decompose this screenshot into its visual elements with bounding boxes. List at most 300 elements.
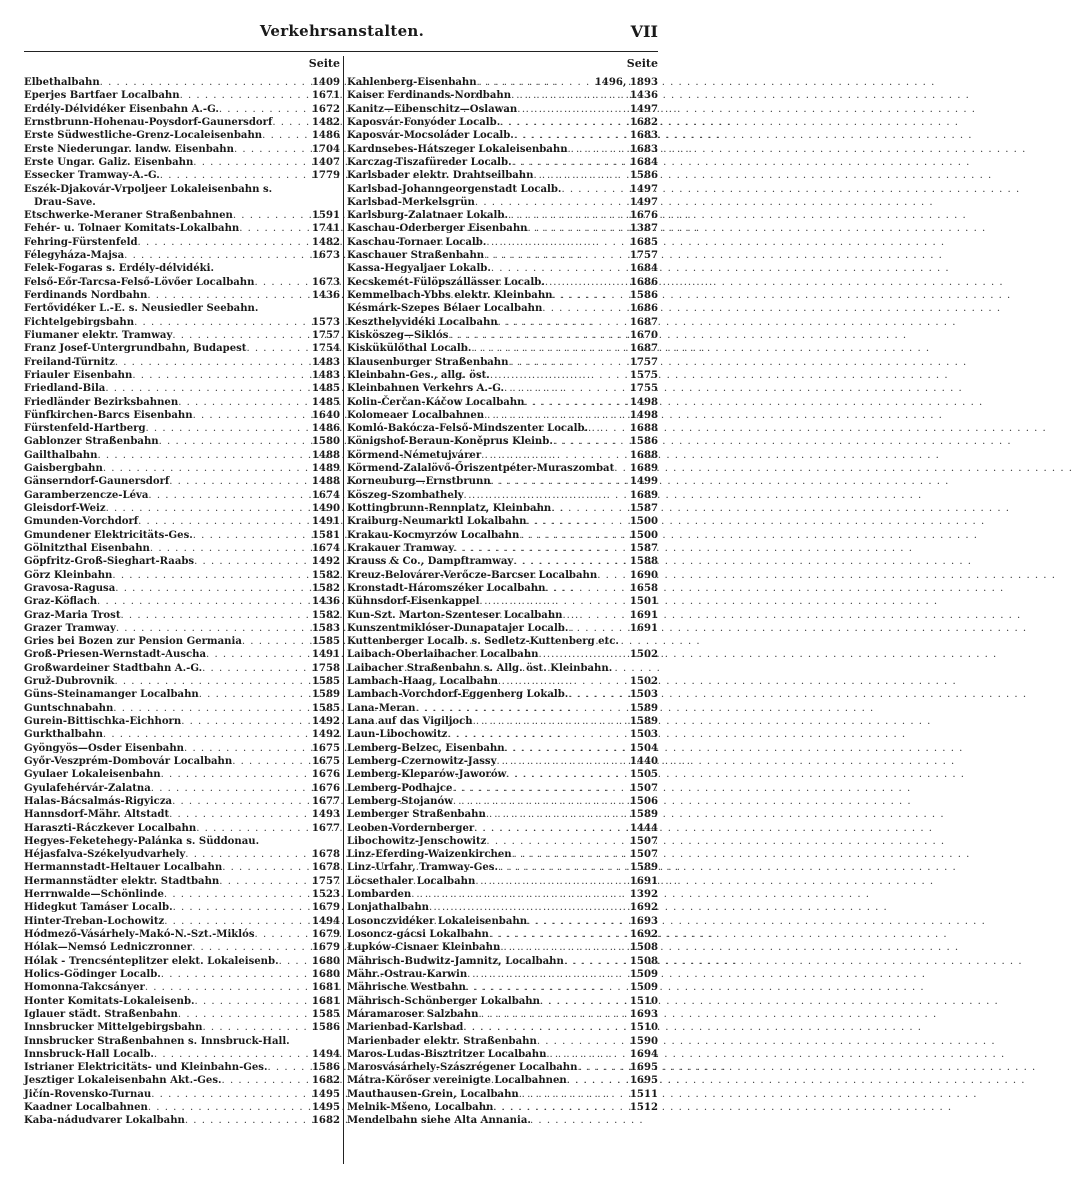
leader-dots <box>561 183 626 196</box>
leader-dots <box>484 249 627 262</box>
leader-dots <box>172 329 309 342</box>
entry-name: Kronstadt-Háromszéker Localbahn <box>347 582 546 594</box>
index-entry <box>24 1008 340 1021</box>
entry-page-number: 1491 <box>311 649 340 661</box>
leader-dots <box>195 995 309 1008</box>
index-entry <box>24 156 340 169</box>
leader-dots <box>254 276 308 289</box>
index-entry <box>347 688 658 701</box>
entry-page-number: 1491 <box>311 516 340 528</box>
entry-page-number: 1589 <box>629 716 658 727</box>
entry-page-number: 1409 <box>311 77 340 88</box>
entry-name: Gyulaer Lokaleisenbahn <box>24 769 161 781</box>
index-entry <box>24 129 340 142</box>
leader-dots <box>447 728 627 741</box>
index-entry <box>347 595 658 608</box>
leader-dots <box>154 1048 309 1061</box>
entry-page-number: 1640 <box>311 409 340 421</box>
entry-page-number: 1587 <box>629 503 658 514</box>
leader-dots <box>513 555 627 568</box>
leader-dots <box>505 742 627 755</box>
index-entry <box>24 249 340 262</box>
left-column-heading: Seite <box>308 57 340 70</box>
entry-page-number: 1590 <box>629 1035 658 1047</box>
entry-name: Felek-Fogaras s. Erdély-délvidéki. <box>24 263 214 275</box>
index-entry <box>347 648 658 661</box>
index-entry <box>347 449 658 462</box>
leader-dots <box>484 409 627 422</box>
leader-dots <box>132 369 309 382</box>
leader-dots <box>151 782 309 795</box>
index-entry <box>24 582 340 595</box>
leader-dots <box>486 808 627 821</box>
leader-dots <box>105 382 309 395</box>
index-entry <box>347 1048 658 1061</box>
index-entry <box>24 688 340 701</box>
index-entry <box>347 675 658 688</box>
leader-dots <box>542 302 627 315</box>
entry-page-number: 1482 <box>311 236 340 248</box>
entry-page-number: 1588 <box>629 556 658 568</box>
entry-name: Gravosa-Ragusa <box>24 582 116 594</box>
index-entry <box>24 422 340 435</box>
entry-name: Mährische Westbahn <box>347 982 466 994</box>
leader-dots <box>147 289 309 302</box>
leader-dots <box>202 1021 308 1034</box>
index-entry <box>347 782 658 795</box>
entry-name: Gyöngyös—Osder Eisenbahn <box>24 742 185 754</box>
index-entry <box>24 888 340 901</box>
leader-dots <box>452 782 626 795</box>
index-entry <box>347 89 658 102</box>
leader-dots <box>498 316 627 329</box>
index-entry <box>24 289 340 302</box>
leader-dots <box>463 1021 627 1034</box>
entry-name: Kraiburg-Neumarktl Lokalbahn <box>347 516 527 528</box>
index-entry <box>347 728 658 741</box>
leader-dots <box>106 502 309 515</box>
entry-name: Lambach-Vorchdorf-Eggenberg Lokalb. <box>347 689 569 701</box>
entry-page-number: 1501 <box>629 596 658 608</box>
index-entry <box>347 302 658 315</box>
index-entry <box>24 475 340 488</box>
index-entry <box>24 941 340 954</box>
entry-page-number: 1677 <box>311 795 340 807</box>
entry-page-number: 1680 <box>311 968 340 980</box>
index-entry <box>24 236 340 249</box>
index-entry <box>24 755 340 768</box>
entry-name: Fehér- u. Tolnaer Komitats-Lokalbahn <box>24 223 240 235</box>
leader-dots <box>246 342 308 355</box>
leader-dots <box>551 502 627 515</box>
entry-page-number: 1757 <box>629 250 658 262</box>
entry-name: Großwardeiner Stadtbahn A.-G. <box>24 662 203 674</box>
index-entry <box>24 262 340 275</box>
entry-page-number: 1497 <box>629 196 658 208</box>
leader-dots <box>504 382 627 395</box>
leader-dots <box>498 675 627 688</box>
entry-name: Fünfkirchen-Barcs Eisenbahn <box>24 409 193 421</box>
index-entry <box>24 768 340 781</box>
entry-page-number: 1494 <box>311 1048 340 1060</box>
index-entry <box>347 609 658 622</box>
entry-page-number: 1687 <box>629 316 658 328</box>
entry-page-number: 1585 <box>311 676 340 688</box>
entry-name: Hidegkut Tamáser Localb. <box>24 902 173 914</box>
leader-dots <box>568 143 627 156</box>
entry-page-number: 1691 <box>629 875 658 887</box>
leader-dots <box>222 1074 309 1087</box>
leader-dots <box>222 861 309 874</box>
entry-page-number: 1483 <box>311 369 340 381</box>
entry-page-number: 1506 <box>629 795 658 807</box>
entry-name: Gleisdorf-Weiz <box>24 503 106 514</box>
leader-dots <box>533 169 626 182</box>
index-entry <box>24 76 340 89</box>
leader-dots <box>489 928 627 941</box>
leader-dots <box>577 1061 626 1074</box>
index-entry <box>347 289 658 302</box>
entry-name: Fehring-Fürstenfeld <box>24 236 138 248</box>
entry-page-number: 1658 <box>629 582 658 594</box>
index-entry <box>347 129 658 142</box>
leader-dots <box>506 768 627 781</box>
entry-page-number: 1693 <box>629 915 658 927</box>
entry-page-number: 1512 <box>629 1102 658 1114</box>
entry-name: Kaadner Localbahnen <box>24 1102 148 1114</box>
leader-dots <box>206 648 309 661</box>
entry-name: Kahlenberg-Eisenbahn <box>347 77 477 88</box>
leader-dots <box>546 1048 626 1061</box>
entry-name: Mährisch-Budwitz-Jamnitz, Localbahn <box>347 955 564 967</box>
entry-name: Graz-Köflach <box>24 596 98 608</box>
entry-name: Lombarden <box>347 889 412 901</box>
leader-dots <box>219 875 309 888</box>
leader-dots <box>164 915 309 928</box>
entry-name: Kiskükülőthal Localb. <box>347 343 472 355</box>
entry-name: Maros-Ludas-Bisztritzer Localbahn <box>347 1048 547 1060</box>
leader-dots <box>173 901 309 914</box>
leader-dots <box>411 888 627 901</box>
index-entry <box>347 489 658 502</box>
leader-dots <box>114 675 308 688</box>
entry-page-number: 1583 <box>311 622 340 634</box>
index-entry <box>24 382 340 395</box>
entry-page-number: 1682 <box>311 1075 340 1087</box>
leader-dots <box>588 422 627 435</box>
leader-dots <box>185 1114 309 1127</box>
entry-page-number: 1758 <box>311 662 340 674</box>
index-entry <box>347 875 658 888</box>
leader-dots <box>466 981 627 994</box>
entry-name: Keszthelyvidéki Localbahn <box>347 316 498 328</box>
leader-dots <box>508 209 627 222</box>
entry-name: Kisköszeg—Siklós <box>347 329 449 341</box>
index-entry <box>347 888 658 901</box>
entry-name: Máramaroser Salzbahn <box>347 1008 479 1020</box>
index-entry <box>24 435 340 448</box>
entry-page-number: 1677 <box>311 822 340 834</box>
entry-page-number: 1510 <box>629 995 658 1007</box>
entry-name: Innsbrucker Straßenbahnen s. Innsbruck-Hall. <box>24 1035 290 1047</box>
index-entry <box>347 209 658 222</box>
entry-page-number: 1684 <box>629 263 658 275</box>
entry-name: Istrianer Elektricitäts- und Kleinbahn-Ges. <box>24 1062 268 1074</box>
leader-dots <box>178 1008 309 1021</box>
entry-name: Kuttenberger Localb. s. Sedletz-Kuttenberg etc. <box>347 636 619 648</box>
entry-page-number: 1490 <box>311 503 340 514</box>
entry-name: Kanitz—Eibenschitz—Oslawan <box>347 103 518 115</box>
entry-page-number: 1493 <box>311 809 340 821</box>
entry-page-number: 1695 <box>629 1062 658 1074</box>
entry-page-number: 1779 <box>311 170 340 182</box>
index-entry <box>347 475 658 488</box>
index-entry <box>24 715 340 728</box>
entry-name: Krauss & Co., Dampftramway <box>347 556 514 568</box>
index-entry <box>347 955 658 968</box>
entry-page-number: 1692 <box>629 929 658 940</box>
entry-name: Lana-Meran <box>347 702 416 714</box>
index-entry <box>347 662 658 675</box>
entry-name: Félegyháza-Majsa <box>24 250 125 262</box>
index-entry <box>24 808 340 821</box>
index-entry <box>24 569 340 582</box>
leader-dots <box>464 489 627 502</box>
entry-name: Lemberger Straßenbahn <box>347 809 486 821</box>
entry-name: Kaschau-Tornaer Localb. <box>347 236 487 248</box>
leader-dots <box>496 755 626 768</box>
leader-dots <box>97 595 309 608</box>
entry-page-number: 1681 <box>311 982 340 994</box>
index-entry <box>347 861 658 874</box>
leader-dots <box>564 955 627 968</box>
index-entry <box>347 755 658 768</box>
entry-name: Łupków-Cisnaer Kleinbahn <box>347 942 501 954</box>
leader-dots <box>517 103 627 116</box>
entry-page-number: 1483 <box>311 356 340 368</box>
entry-name: Mauthausen-Grein, Localbahn <box>347 1088 519 1100</box>
entry-name: Erste Südwestliche-Grenz-Localeisenbahn <box>24 130 263 142</box>
entry-page-number: 1676 <box>311 769 340 781</box>
entry-name: Innsbruck-Hall Localb. <box>24 1048 154 1060</box>
entry-page-number: 1575 <box>629 369 658 381</box>
leader-dots <box>539 648 627 661</box>
index-entry <box>347 409 658 422</box>
entry-page-number: 1682 <box>311 1115 340 1127</box>
index-entry <box>347 1114 658 1127</box>
entry-name: Haraszti-Ráczkever Localbahn <box>24 822 197 834</box>
index-entry <box>24 169 340 182</box>
entry-page-number: 1695 <box>629 1075 658 1087</box>
index-entry <box>347 555 658 568</box>
leader-dots <box>150 542 309 555</box>
entry-page-number: 1678 <box>311 849 340 861</box>
index-entry <box>24 369 340 382</box>
index-entry <box>347 76 658 89</box>
entry-name: Gailthalbahn <box>24 449 98 461</box>
index-entry <box>24 861 340 874</box>
entry-page-number: 1489 <box>311 463 340 475</box>
index-entry <box>24 316 340 329</box>
entry-page-number: 1689 <box>629 463 658 475</box>
entry-name: Kühnsdorf-Eisenkappel <box>347 596 480 608</box>
entry-name: Kaposvár-Mocsoláder Localb. <box>347 130 514 142</box>
index-entry <box>24 835 340 848</box>
entry-page-number: 1492 <box>311 556 340 568</box>
leader-dots <box>113 702 309 715</box>
entry-name: Karlsbad-Johanngeorgenstadt Localb. <box>347 183 562 195</box>
index-entry <box>24 302 340 315</box>
entry-page-number: 1686 <box>629 276 658 288</box>
entry-page-number: 1679 <box>311 942 340 954</box>
leader-dots <box>148 489 309 502</box>
entry-page-number: 1499 <box>629 476 658 488</box>
leader-dots <box>199 688 309 701</box>
index-entry <box>347 222 658 235</box>
entry-name: Lemberg-Kleparów-Jaworów <box>347 769 507 781</box>
leader-dots <box>519 529 627 542</box>
entry-page-number: 1503 <box>629 689 658 701</box>
entry-name: Gmundener Elektricitäts-Ges. <box>24 529 193 541</box>
entry-name: Erdély-Délvidéker Eisenbahn A.-G. <box>24 103 219 115</box>
index-entry <box>347 622 658 635</box>
index-entry <box>24 915 340 928</box>
entry-page-number: 1676 <box>629 210 658 222</box>
entry-name: Erste Niederungar. landw. Eisenbahn <box>24 143 234 155</box>
leader-dots <box>519 1088 627 1101</box>
index-entry <box>347 542 658 555</box>
index-entry <box>24 1101 340 1114</box>
entry-page-number: 1500 <box>629 529 658 541</box>
leader-dots <box>138 236 309 249</box>
index-entry <box>24 822 340 835</box>
entry-page-number: 1586 <box>629 290 658 301</box>
leader-dots <box>169 808 309 821</box>
entry-name: Ernstbrunn-Hohenau-Poysdorf-Gaunersdorf <box>24 116 273 128</box>
leader-dots <box>268 1061 309 1074</box>
entry-page-number: 1488 <box>311 476 340 488</box>
entry-name: Jičín-Rovensko-Turnau <box>24 1088 152 1100</box>
index-entry <box>347 768 658 781</box>
entry-name: Kaschau-Oderberger Eisenbahn <box>347 223 528 235</box>
index-entry <box>347 422 658 435</box>
leader-dots <box>473 715 627 728</box>
entry-page-number: 1741 <box>311 223 340 235</box>
entry-page-number: 1589 <box>629 809 658 821</box>
entry-name: Krakauer Tramway <box>347 542 455 554</box>
entry-name: Honter Komitats-Lokaleisenb. <box>24 995 195 1007</box>
leader-dots <box>545 582 626 595</box>
entry-name: Göpfritz-Groß-Sieghart-Raabs <box>24 556 195 568</box>
index-entry <box>347 981 658 994</box>
entry-page-number: 1585 <box>311 702 340 714</box>
entry-page-number: 1690 <box>629 569 658 581</box>
index-entry <box>347 236 658 249</box>
index-entry <box>347 1008 658 1021</box>
entry-page-number: 1674 <box>311 489 340 501</box>
entry-name: Marienbad-Karlsbad <box>347 1022 464 1034</box>
leader-dots <box>112 569 309 582</box>
index-entry <box>347 116 658 129</box>
leader-dots <box>526 515 626 528</box>
leader-dots <box>255 928 309 941</box>
leader-dots <box>161 968 309 981</box>
index-entry <box>347 1035 658 1048</box>
entry-name: Hannsdorf-Mähr. Altstadt <box>24 809 170 821</box>
index-entry <box>24 728 340 741</box>
index-entry <box>347 569 658 582</box>
entry-page-number: 1507 <box>629 835 658 847</box>
entry-name: Kolin-Čerčan-Káčow Localbahn <box>347 396 525 408</box>
index-entry <box>347 249 658 262</box>
entry-page-number: 1589 <box>629 862 658 874</box>
index-entry <box>24 449 340 462</box>
entry-page-number: 1482 <box>311 116 340 128</box>
entry-name: Gaisbergbahn <box>24 463 103 475</box>
entry-page-number: 1591 <box>311 210 340 222</box>
entry-page-number: 1436 <box>311 596 340 608</box>
entry-name: Gruž-Dubrovnik <box>24 676 115 688</box>
entry-name: Gänserndorf-Gaunersdorf <box>24 476 170 488</box>
entry-name: Linz-Eferding-Waizenkirchen <box>347 849 512 861</box>
entry-page-number: 1704 <box>311 143 340 155</box>
index-entry <box>24 555 340 568</box>
leader-dots <box>178 396 309 409</box>
entry-page-number: 1589 <box>311 689 340 701</box>
index-entry <box>24 702 340 715</box>
leader-dots <box>527 915 627 928</box>
entry-page-number: 1495 <box>311 1088 340 1100</box>
leader-dots <box>491 262 627 275</box>
leader-dots <box>416 702 627 715</box>
entry-name: Fiumaner elektr. Tramway <box>24 329 173 341</box>
index-entry <box>347 808 658 821</box>
leader-dots <box>498 861 627 874</box>
entry-name: Gries bei Bozen zur Pension Germania <box>24 636 242 648</box>
entry-page-number: 1486 <box>311 423 340 435</box>
index-entry <box>347 995 658 1008</box>
index-entry <box>24 515 340 528</box>
index-entry <box>24 875 340 888</box>
leader-dots <box>500 941 627 954</box>
leader-dots <box>477 76 592 89</box>
leader-dots <box>184 742 309 755</box>
entry-name: Kaposvár-Fonyóder Localb. <box>347 116 501 128</box>
leader-dots <box>508 356 626 369</box>
entry-name: Lambach-Haag, Localbahn <box>347 676 498 688</box>
index-entry <box>24 542 340 555</box>
entry-page-number: 1504 <box>629 742 658 754</box>
index-entry <box>24 89 340 102</box>
entry-name: Jesztiger Lokaleisenbahn Akt.-Ges. <box>24 1075 222 1087</box>
index-entry <box>347 941 658 954</box>
entry-page-number: 1755 <box>629 383 658 395</box>
index-entry <box>347 1021 658 1034</box>
entry-page-number: 1444 <box>629 822 658 834</box>
index-entry <box>24 489 340 502</box>
page-header <box>26 22 658 44</box>
entry-name: Lemberg-Stojanów <box>347 795 453 807</box>
entry-name: Körmend-Zalalövő-Őriszentpéter-Muraszombat <box>347 463 615 475</box>
index-entry <box>24 901 340 914</box>
leader-dots <box>478 1008 626 1021</box>
leader-dots <box>563 609 627 622</box>
index-entry <box>24 222 340 235</box>
entry-page-number: 1505 <box>629 769 658 781</box>
index-entry <box>24 1021 340 1034</box>
entry-page-number: 1757 <box>311 875 340 887</box>
entry-name: Lonjathalbahn <box>347 902 430 914</box>
